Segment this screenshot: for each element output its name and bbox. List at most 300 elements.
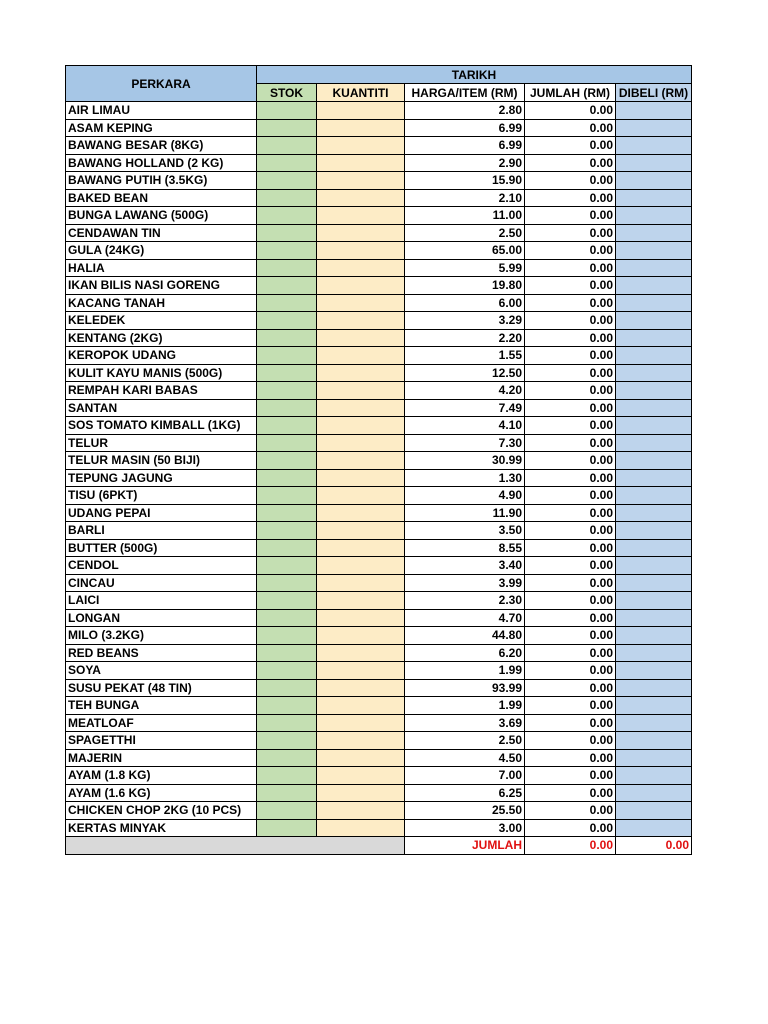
item-name: REMPAH KARI BABAS [66, 382, 257, 400]
jumlah-cell: 0.00 [525, 469, 616, 487]
kuantiti-cell[interactable] [317, 557, 405, 575]
dibeli-cell[interactable] [616, 522, 692, 540]
jumlah-cell: 0.00 [525, 679, 616, 697]
stok-cell[interactable] [257, 819, 317, 837]
table-row [66, 592, 692, 610]
price-cell: 65.00 [405, 242, 525, 260]
jumlah-cell: 0.00 [525, 557, 616, 575]
jumlah-cell: 0.00 [525, 819, 616, 837]
item-name: AIR LIMAU [66, 102, 257, 120]
kuantiti-cell[interactable] [317, 644, 405, 662]
price-cell: 2.90 [405, 154, 525, 172]
kuantiti-cell[interactable] [317, 609, 405, 627]
table-row [66, 574, 692, 592]
item-name: BUNGA LAWANG (500G) [66, 207, 257, 225]
kuantiti-cell[interactable] [317, 242, 405, 260]
price-cell: 7.49 [405, 399, 525, 417]
price-cell: 3.69 [405, 714, 525, 732]
dibeli-cell[interactable] [616, 609, 692, 627]
table-row [66, 819, 692, 837]
jumlah-cell: 0.00 [525, 627, 616, 645]
stok-cell[interactable] [257, 749, 317, 767]
table-row [66, 382, 692, 400]
table-row [66, 767, 692, 785]
jumlah-cell: 0.00 [525, 434, 616, 452]
table-row [66, 627, 692, 645]
dibeli-cell[interactable] [616, 347, 692, 365]
price-cell: 4.20 [405, 382, 525, 400]
jumlah-cell: 0.00 [525, 574, 616, 592]
dibeli-cell[interactable] [616, 802, 692, 820]
dibeli-cell[interactable] [616, 697, 692, 715]
price-cell: 1.99 [405, 662, 525, 680]
dibeli-cell[interactable] [616, 364, 692, 382]
jumlah-cell: 0.00 [525, 207, 616, 225]
total-label: JUMLAH [405, 837, 525, 855]
item-name: TELUR [66, 434, 257, 452]
stok-cell[interactable] [257, 294, 317, 312]
kuantiti-cell[interactable] [317, 137, 405, 155]
item-name: BAWANG HOLLAND (2 KG) [66, 154, 257, 172]
shopping-list-table [65, 65, 692, 855]
item-name: TELUR MASIN (50 BIJI) [66, 452, 257, 470]
jumlah-cell: 0.00 [525, 312, 616, 330]
price-cell: 1.55 [405, 347, 525, 365]
table-row [66, 294, 692, 312]
kuantiti-cell[interactable] [317, 417, 405, 435]
item-name: KENTANG (2KG) [66, 329, 257, 347]
item-name: MILO (3.2KG) [66, 627, 257, 645]
price-cell: 15.90 [405, 172, 525, 190]
jumlah-cell: 0.00 [525, 242, 616, 260]
kuantiti-cell[interactable] [317, 504, 405, 522]
kuantiti-cell[interactable] [317, 732, 405, 750]
table-row [66, 522, 692, 540]
stok-cell[interactable] [257, 679, 317, 697]
table-row [66, 749, 692, 767]
dibeli-cell[interactable] [616, 224, 692, 242]
dibeli-cell[interactable] [616, 662, 692, 680]
stok-cell[interactable] [257, 207, 317, 225]
price-cell: 4.10 [405, 417, 525, 435]
kuantiti-cell[interactable] [317, 819, 405, 837]
price-cell: 2.80 [405, 102, 525, 120]
stok-cell[interactable] [257, 172, 317, 190]
jumlah-cell: 0.00 [525, 714, 616, 732]
table-row [66, 487, 692, 505]
price-cell: 2.50 [405, 224, 525, 242]
stok-cell[interactable] [257, 382, 317, 400]
jumlah-cell: 0.00 [525, 259, 616, 277]
item-name: CENDOL [66, 557, 257, 575]
table-row [66, 732, 692, 750]
jumlah-cell: 0.00 [525, 417, 616, 435]
kuantiti-cell[interactable] [317, 487, 405, 505]
kuantiti-cell[interactable] [317, 224, 405, 242]
dibeli-cell[interactable] [616, 539, 692, 557]
item-name: HALIA [66, 259, 257, 277]
table-row [66, 137, 692, 155]
jumlah-cell: 0.00 [525, 522, 616, 540]
jumlah-cell: 0.00 [525, 329, 616, 347]
price-cell: 3.00 [405, 819, 525, 837]
stok-cell[interactable] [257, 592, 317, 610]
jumlah-cell: 0.00 [525, 487, 616, 505]
item-name: UDANG PEPAI [66, 504, 257, 522]
header-kuantiti: KUANTITI [317, 84, 405, 102]
table-row [66, 119, 692, 137]
dibeli-cell[interactable] [616, 749, 692, 767]
kuantiti-cell[interactable] [317, 592, 405, 610]
dibeli-cell[interactable] [616, 189, 692, 207]
kuantiti-cell[interactable] [317, 172, 405, 190]
table-row [66, 277, 692, 295]
item-name: BUTTER (500G) [66, 539, 257, 557]
stok-cell[interactable] [257, 119, 317, 137]
kuantiti-cell[interactable] [317, 469, 405, 487]
kuantiti-cell[interactable] [317, 399, 405, 417]
kuantiti-cell[interactable] [317, 522, 405, 540]
item-name: KACANG TANAH [66, 294, 257, 312]
item-name: TEPUNG JAGUNG [66, 469, 257, 487]
jumlah-cell: 0.00 [525, 137, 616, 155]
item-name: SANTAN [66, 399, 257, 417]
table-row [66, 224, 692, 242]
dibeli-cell[interactable] [616, 102, 692, 120]
header-jumlah: JUMLAH (RM) [525, 84, 616, 102]
price-cell: 1.99 [405, 697, 525, 715]
kuantiti-cell[interactable] [317, 767, 405, 785]
item-name: KEROPOK UDANG [66, 347, 257, 365]
stok-cell[interactable] [257, 767, 317, 785]
item-name: IKAN BILIS NASI GORENG [66, 277, 257, 295]
stok-cell[interactable] [257, 784, 317, 802]
table-row [66, 329, 692, 347]
dibeli-cell[interactable] [616, 644, 692, 662]
kuantiti-cell[interactable] [317, 294, 405, 312]
dibeli-cell[interactable] [616, 242, 692, 260]
jumlah-cell: 0.00 [525, 644, 616, 662]
dibeli-cell[interactable] [616, 504, 692, 522]
stok-cell[interactable] [257, 137, 317, 155]
stok-cell[interactable] [257, 732, 317, 750]
jumlah-cell: 0.00 [525, 119, 616, 137]
item-name: BAWANG BESAR (8KG) [66, 137, 257, 155]
jumlah-cell: 0.00 [525, 749, 616, 767]
table-row [66, 662, 692, 680]
item-name: AYAM (1.6 KG) [66, 784, 257, 802]
price-cell: 3.29 [405, 312, 525, 330]
dibeli-cell[interactable] [616, 714, 692, 732]
stok-cell[interactable] [257, 189, 317, 207]
dibeli-cell[interactable] [616, 679, 692, 697]
item-name: LAICI [66, 592, 257, 610]
stok-cell[interactable] [257, 312, 317, 330]
stok-cell[interactable] [257, 697, 317, 715]
kuantiti-cell[interactable] [317, 259, 405, 277]
kuantiti-cell[interactable] [317, 189, 405, 207]
item-name: SPAGETTHI [66, 732, 257, 750]
stok-cell[interactable] [257, 469, 317, 487]
jumlah-cell: 0.00 [525, 609, 616, 627]
price-cell: 11.00 [405, 207, 525, 225]
dibeli-cell[interactable] [616, 557, 692, 575]
price-cell: 30.99 [405, 452, 525, 470]
header-tarikh: TARIKH [257, 66, 692, 84]
kuantiti-cell[interactable] [317, 154, 405, 172]
kuantiti-cell[interactable] [317, 802, 405, 820]
kuantiti-cell[interactable] [317, 312, 405, 330]
dibeli-cell[interactable] [616, 172, 692, 190]
table-row [66, 102, 692, 120]
jumlah-cell: 0.00 [525, 224, 616, 242]
kuantiti-cell[interactable] [317, 679, 405, 697]
kuantiti-cell[interactable] [317, 784, 405, 802]
dibeli-cell[interactable] [616, 119, 692, 137]
jumlah-cell: 0.00 [525, 347, 616, 365]
price-cell: 4.70 [405, 609, 525, 627]
table-row [66, 697, 692, 715]
kuantiti-cell[interactable] [317, 364, 405, 382]
item-name: GULA (24KG) [66, 242, 257, 260]
stok-cell[interactable] [257, 102, 317, 120]
dibeli-cell[interactable] [616, 259, 692, 277]
table-row [66, 189, 692, 207]
kuantiti-cell[interactable] [317, 207, 405, 225]
jumlah-cell: 0.00 [525, 767, 616, 785]
dibeli-cell[interactable] [616, 767, 692, 785]
item-name: SUSU PEKAT (48 TIN) [66, 679, 257, 697]
stok-cell[interactable] [257, 452, 317, 470]
table-row [66, 609, 692, 627]
item-name: SOYA [66, 662, 257, 680]
price-cell: 6.25 [405, 784, 525, 802]
stok-cell[interactable] [257, 434, 317, 452]
kuantiti-cell[interactable] [317, 119, 405, 137]
dibeli-cell[interactable] [616, 382, 692, 400]
dibeli-cell[interactable] [616, 574, 692, 592]
dibeli-cell[interactable] [616, 329, 692, 347]
table-row [66, 452, 692, 470]
price-cell: 3.99 [405, 574, 525, 592]
table-row [66, 504, 692, 522]
stok-cell[interactable] [257, 277, 317, 295]
price-cell: 2.50 [405, 732, 525, 750]
price-cell: 2.20 [405, 329, 525, 347]
stok-cell[interactable] [257, 329, 317, 347]
header-dibeli: DIBELI (RM) [616, 84, 692, 102]
item-name: RED BEANS [66, 644, 257, 662]
header-harga: HARGA/ITEM (RM) [405, 84, 525, 102]
item-name: BAKED BEAN [66, 189, 257, 207]
dibeli-cell[interactable] [616, 469, 692, 487]
kuantiti-cell[interactable] [317, 452, 405, 470]
jumlah-cell: 0.00 [525, 452, 616, 470]
table-row [66, 154, 692, 172]
item-name: MAJERIN [66, 749, 257, 767]
total-dibeli: 0.00 [616, 837, 692, 855]
kuantiti-cell[interactable] [317, 697, 405, 715]
kuantiti-cell[interactable] [317, 714, 405, 732]
dibeli-cell[interactable] [616, 819, 692, 837]
jumlah-cell: 0.00 [525, 504, 616, 522]
table-row [66, 399, 692, 417]
jumlah-cell: 0.00 [525, 539, 616, 557]
dibeli-cell[interactable] [616, 732, 692, 750]
price-cell: 3.40 [405, 557, 525, 575]
stok-cell[interactable] [257, 557, 317, 575]
price-cell: 4.50 [405, 749, 525, 767]
table-row [66, 714, 692, 732]
jumlah-cell: 0.00 [525, 172, 616, 190]
dibeli-cell[interactable] [616, 592, 692, 610]
stok-cell[interactable] [257, 627, 317, 645]
table-row [66, 469, 692, 487]
item-name: KERTAS MINYAK [66, 819, 257, 837]
dibeli-cell[interactable] [616, 207, 692, 225]
stok-cell[interactable] [257, 154, 317, 172]
stok-cell[interactable] [257, 364, 317, 382]
stok-cell[interactable] [257, 487, 317, 505]
item-name: ASAM KEPING [66, 119, 257, 137]
item-name: LONGAN [66, 609, 257, 627]
dibeli-cell[interactable] [616, 137, 692, 155]
header-row-top [66, 66, 692, 84]
kuantiti-cell[interactable] [317, 102, 405, 120]
item-name: TEH BUNGA [66, 697, 257, 715]
dibeli-cell[interactable] [616, 399, 692, 417]
kuantiti-cell[interactable] [317, 434, 405, 452]
jumlah-cell: 0.00 [525, 592, 616, 610]
price-cell: 25.50 [405, 802, 525, 820]
stok-cell[interactable] [257, 574, 317, 592]
total-jumlah: 0.00 [525, 837, 616, 855]
table-row [66, 417, 692, 435]
jumlah-cell: 0.00 [525, 102, 616, 120]
jumlah-cell: 0.00 [525, 662, 616, 680]
kuantiti-cell[interactable] [317, 382, 405, 400]
item-name: KULIT KAYU MANIS (500G) [66, 364, 257, 382]
dibeli-cell[interactable] [616, 627, 692, 645]
price-cell: 2.30 [405, 592, 525, 610]
price-cell: 12.50 [405, 364, 525, 382]
kuantiti-cell[interactable] [317, 749, 405, 767]
table-row [66, 784, 692, 802]
price-cell: 6.00 [405, 294, 525, 312]
header-stok: STOK [257, 84, 317, 102]
item-name: CENDAWAN TIN [66, 224, 257, 242]
stok-cell[interactable] [257, 662, 317, 680]
jumlah-cell: 0.00 [525, 382, 616, 400]
kuantiti-cell[interactable] [317, 662, 405, 680]
price-cell: 6.99 [405, 137, 525, 155]
dibeli-cell[interactable] [616, 294, 692, 312]
stok-cell[interactable] [257, 259, 317, 277]
price-cell: 7.00 [405, 767, 525, 785]
jumlah-cell: 0.00 [525, 784, 616, 802]
kuantiti-cell[interactable] [317, 539, 405, 557]
item-name: TISU (6PKT) [66, 487, 257, 505]
stok-cell[interactable] [257, 522, 317, 540]
table-row [66, 207, 692, 225]
stok-cell[interactable] [257, 802, 317, 820]
stok-cell[interactable] [257, 539, 317, 557]
stok-cell[interactable] [257, 242, 317, 260]
jumlah-cell: 0.00 [525, 154, 616, 172]
stok-cell[interactable] [257, 347, 317, 365]
dibeli-cell[interactable] [616, 277, 692, 295]
table-row [66, 434, 692, 452]
dibeli-cell[interactable] [616, 434, 692, 452]
item-name: BARLI [66, 522, 257, 540]
stok-cell[interactable] [257, 609, 317, 627]
jumlah-cell: 0.00 [525, 399, 616, 417]
kuantiti-cell[interactable] [317, 329, 405, 347]
price-cell: 1.30 [405, 469, 525, 487]
jumlah-cell: 0.00 [525, 697, 616, 715]
table-row [66, 347, 692, 365]
jumlah-cell: 0.00 [525, 364, 616, 382]
jumlah-cell: 0.00 [525, 189, 616, 207]
jumlah-cell: 0.00 [525, 294, 616, 312]
price-cell: 4.90 [405, 487, 525, 505]
item-name: KELEDEK [66, 312, 257, 330]
table-row [66, 557, 692, 575]
kuantiti-cell[interactable] [317, 347, 405, 365]
header-perkara: PERKARA [66, 66, 257, 102]
item-name: SOS TOMATO KIMBALL (1KG) [66, 417, 257, 435]
price-cell: 44.80 [405, 627, 525, 645]
stok-cell[interactable] [257, 417, 317, 435]
item-name: CHICKEN CHOP 2KG (10 PCS) [66, 802, 257, 820]
price-cell: 6.20 [405, 644, 525, 662]
price-cell: 2.10 [405, 189, 525, 207]
table-row [66, 312, 692, 330]
stok-cell[interactable] [257, 714, 317, 732]
stok-cell[interactable] [257, 224, 317, 242]
total-blank-cell [66, 837, 405, 855]
price-cell: 8.55 [405, 539, 525, 557]
jumlah-cell: 0.00 [525, 802, 616, 820]
dibeli-cell[interactable] [616, 417, 692, 435]
price-cell: 11.90 [405, 504, 525, 522]
stok-cell[interactable] [257, 504, 317, 522]
price-cell: 5.99 [405, 259, 525, 277]
dibeli-cell[interactable] [616, 312, 692, 330]
total-row [66, 837, 692, 855]
kuantiti-cell[interactable] [317, 627, 405, 645]
dibeli-cell[interactable] [616, 487, 692, 505]
dibeli-cell[interactable] [616, 784, 692, 802]
kuantiti-cell[interactable] [317, 277, 405, 295]
stok-cell[interactable] [257, 644, 317, 662]
dibeli-cell[interactable] [616, 154, 692, 172]
kuantiti-cell[interactable] [317, 574, 405, 592]
table-row [66, 539, 692, 557]
table-row [66, 364, 692, 382]
price-cell: 93.99 [405, 679, 525, 697]
dibeli-cell[interactable] [616, 452, 692, 470]
price-cell: 19.80 [405, 277, 525, 295]
table-row [66, 242, 692, 260]
price-cell: 7.30 [405, 434, 525, 452]
price-cell: 6.99 [405, 119, 525, 137]
table-row [66, 802, 692, 820]
item-name: BAWANG PUTIH (3.5KG) [66, 172, 257, 190]
item-name: AYAM (1.8 KG) [66, 767, 257, 785]
stok-cell[interactable] [257, 399, 317, 417]
table-row [66, 679, 692, 697]
